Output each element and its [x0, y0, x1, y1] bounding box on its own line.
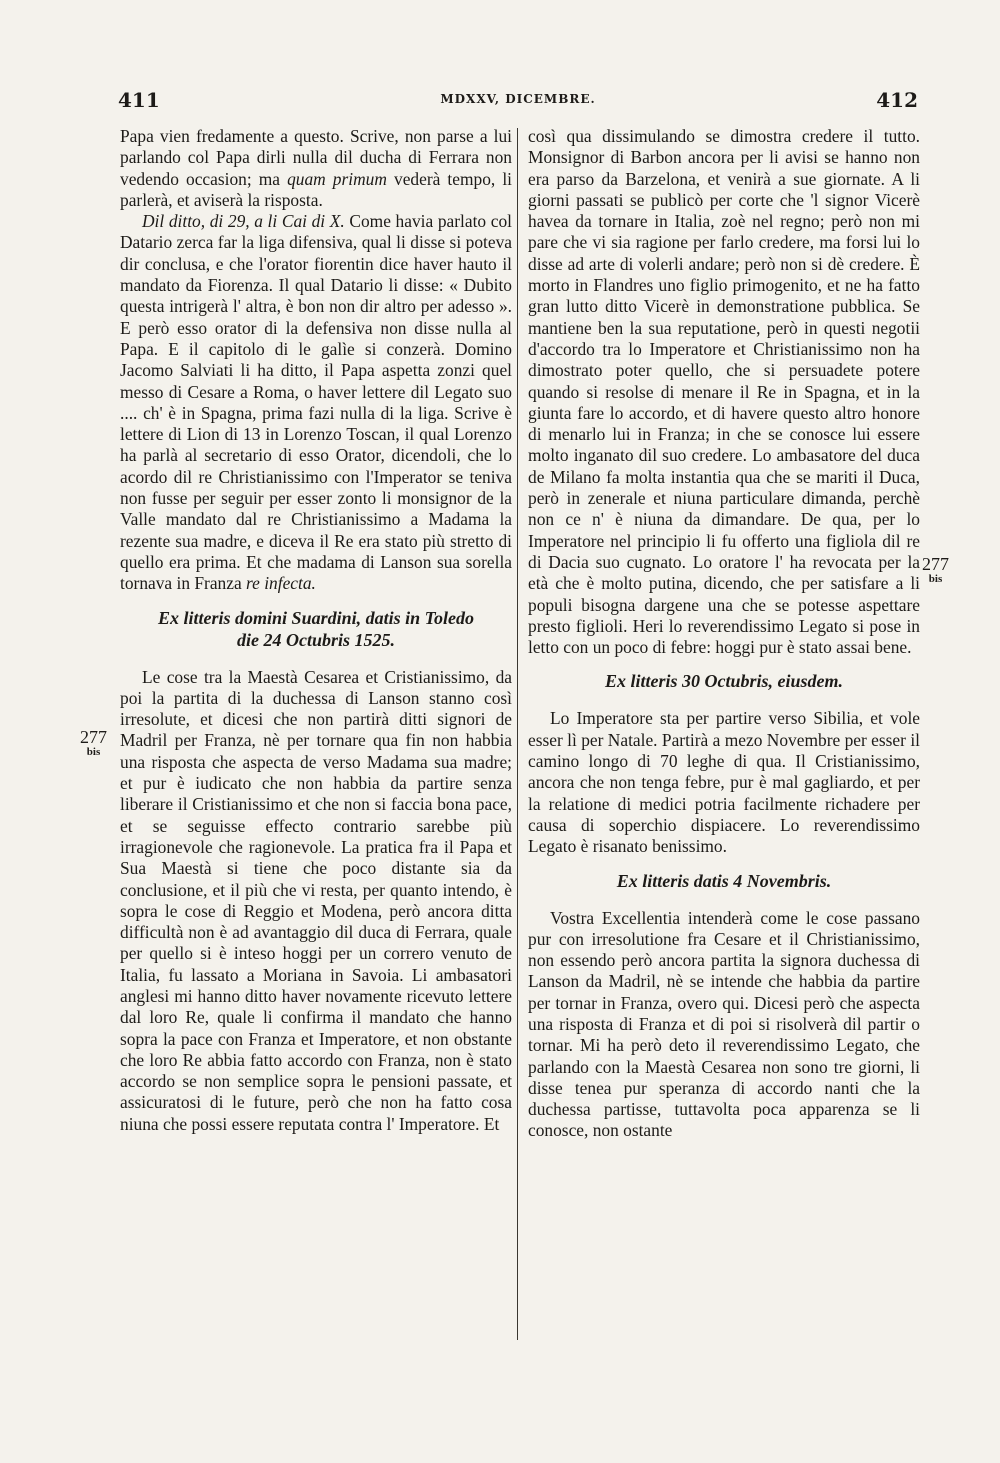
section-heading: Ex litteris datis 4 Novembris. — [616, 870, 832, 891]
text-run: Come havia parlato col Datario zerca far la liga difensiva, qual li disse si poteva dir conclusa, e che l'orator fiorentin dice haver hauto il mandato da Fiorenza. Il qual Datario li disse: « Dubito questa intrigerà l' altra, è bon non dir altro per adesso ». E però esso orator di la defensiva non disse nulla al Papa. E il capitolo di le galìe si conzerà. Domino Jacomo Salviati li ha ditto, il Papa aspetta zonzi quel messo di Cesare a Roma, o haver lettere dil Legato suo .... ch' è in Spagna, prima fazi nulla di la liga. Scrive è lettere di Lion di 13 in Lorenzo Toscan, il qual Lorenzo ha parlà al secretario di esso Orator, dicendoli, che lo acordo dil re Christianissimo con l'Imperator se teniva non fusse per seguir per esser zonto li monsignor de la Valle mandato dal re Christianissimo a Madama la rezente sua madre, e diceva il Re era stato più stretto di quello era prima. Et che madama di Lanson sua sorella tornava in Franza — [120, 211, 512, 594]
margin-note-left — [80, 728, 107, 758]
paragraph: Le cose tra la Maestà Cesarea et Cristianissimo, da poi la partita di la duchessa di Lanson stanno così irresolute, et dicesi che non partirà ditti signori de Madril per Franza, nè per tornare qua fin non habbia una risposta che aspecta de verso Madama sua madre; et pur è iudicato che non habbia da partire senza liberare il Cristianissimo et che non si faccia bona pace, et se seguisse effecto contrario sarebbe più irragionevole che ragionevole. La pratica fra il Papa et Sua Maestà si tiene che poco distante sia da conclusione, et il più che vi resta, per quanto intendo, è sopra le cose di Reggio et Modena, però ancora ditta difficultà non è ad avantaggio dil duca di Ferrara, quale per quello si è inteso hoggi per un correro venuto de Italia, fu lassato a Moriana in Savoia. Li ambasatori anglesi mi hanno ditto haver novamente ricevuto lettere dal loro Re, quale li confirma il mandato che hanno sopra la pace con Franza et Imperatore, et non obstante che loro Re abbia fatto accordo con Franza, non è stato accordo se non semplice sopra le pensioni passate, et assicuratosi di le future, però che non ha fatto cosa niuna che possi essere reputata contra l' Imperatore. Et — [120, 666, 512, 1134]
italic-text: quam primum — [287, 168, 387, 189]
paragraph: così qua dissimulando se dimostra credere il tutto. Monsignor di Barbon ancora per li avisi se hanno non era parso da Barzelona, et venirà a sue giornate. A li giorni passati se publicò per corte che 'l signor Vicerè havea da tornare in Italia, zoè nel regno; però non mi pare che vi sia ragione per farlo credere, ma forsi lui lo disse ad arte di volerli andare; però non si dè credere. È morto in Flandres uno figlio primogenito, et ne ha fatto gran lutto ditto Vicerè in demonstratione pubblica. Se mantiene ben la sua reputatione, però in questi negotii d'accordo tra lo Imperatore et Christianissimo non ha dimostrato poter quello, che si persuadete potere quando si resolse di menare il Re in Spagna, et in la giunta fare lo accordo, et di havere questo altro honore di menarlo lui in Franza; in che se conosce lui essere molto inganato dil suo credere. Lo ambasatore del duca de Milano fa molta instantia qua che se mariti il Duca, però in zenerale et niuna particulare dimanda, perchè non ce n' è niuna da dimandare. De qua, per lo Imperatore nel principio li fu offerto una figliola dil re di Dacia suo cugnato. Lo oratore l' ha revocata per la età che è molto putina, dicendo, che per satisfare a li populi bisogna dargene una che se potesse aspettare presto figlioli. Heri lo reverendissimo Legato si pose in letto con un poco di febre: hoggi pur è stato assai bene. — [528, 126, 920, 658]
italic-text: Dil ditto, di 29, a li Cai di X. — [142, 211, 345, 232]
text-run: Papa vien fredamente a questo. Scrive, non parse a lui parlando col Papa dirli nulla dil ducha di Ferrara non vedendo occasion; ma — [120, 126, 512, 189]
margin-note-number: 277 — [922, 554, 949, 574]
right-column — [528, 126, 920, 1142]
page-number-right: 412 — [876, 88, 918, 112]
section-heading: Ex litteris 30 Octubris, eiusdem. — [604, 671, 844, 692]
margin-note-suffix: bis — [928, 573, 943, 585]
page-number-left: 411 — [118, 88, 160, 112]
page-header — [118, 88, 918, 118]
section-heading — [120, 607, 512, 651]
italic-text: re infecta. — [246, 573, 316, 594]
margin-note-number: 277 — [80, 727, 107, 747]
heading-line: die 24 Octubris 1525. — [236, 629, 395, 650]
margin-note-suffix: bis — [86, 746, 101, 758]
paragraph: Vostra Excellentia intenderà come le cose passano pur con irresolutione fra Cesare et il Christianissimo, non essendo però ancora partita la signora duchessa di Lanson da Madril, nè se intende che habbia da partire per tornar in Franza, overo qui. Dicesi però che aspecta una risposta di Franza et di poi si risolverà dil partir o tornar. Mi ha però deto il reverendissimo Legato, che parlando con la Maestà Cesarea non sono tre giorni, li disse tenea pur speranza di accordo nanti che la duchessa partisse, tuttavolta poca apparenza se li conosce, non ostante — [528, 907, 920, 1141]
margin-note-right — [922, 555, 949, 585]
paragraph — [120, 126, 512, 211]
paragraph: Lo Imperatore sta per partire verso Sibilia, et vole esser lì per Natale. Partirà a mezo Novembre per esser il camino longo di 70 leghe di qua. Il Cristianissimo, ancora che non tenga febre, pur è mal gagliardo, et per la relatione di medici potria facilmente richadere per causa di soperchio dispiacere. Lo reverendissimo Legato è risanato benissimo. — [528, 708, 920, 857]
left-column — [120, 126, 512, 1135]
column-divider — [517, 128, 518, 1340]
running-head: MDXXV, DICEMBRE. — [440, 92, 596, 106]
paragraph — [120, 211, 512, 594]
heading-line: Ex litteris domini Suardini, datis in Toledo — [158, 607, 474, 628]
text-run: vederà tempo, li parlerà, et aviserà la risposta. — [120, 168, 512, 210]
